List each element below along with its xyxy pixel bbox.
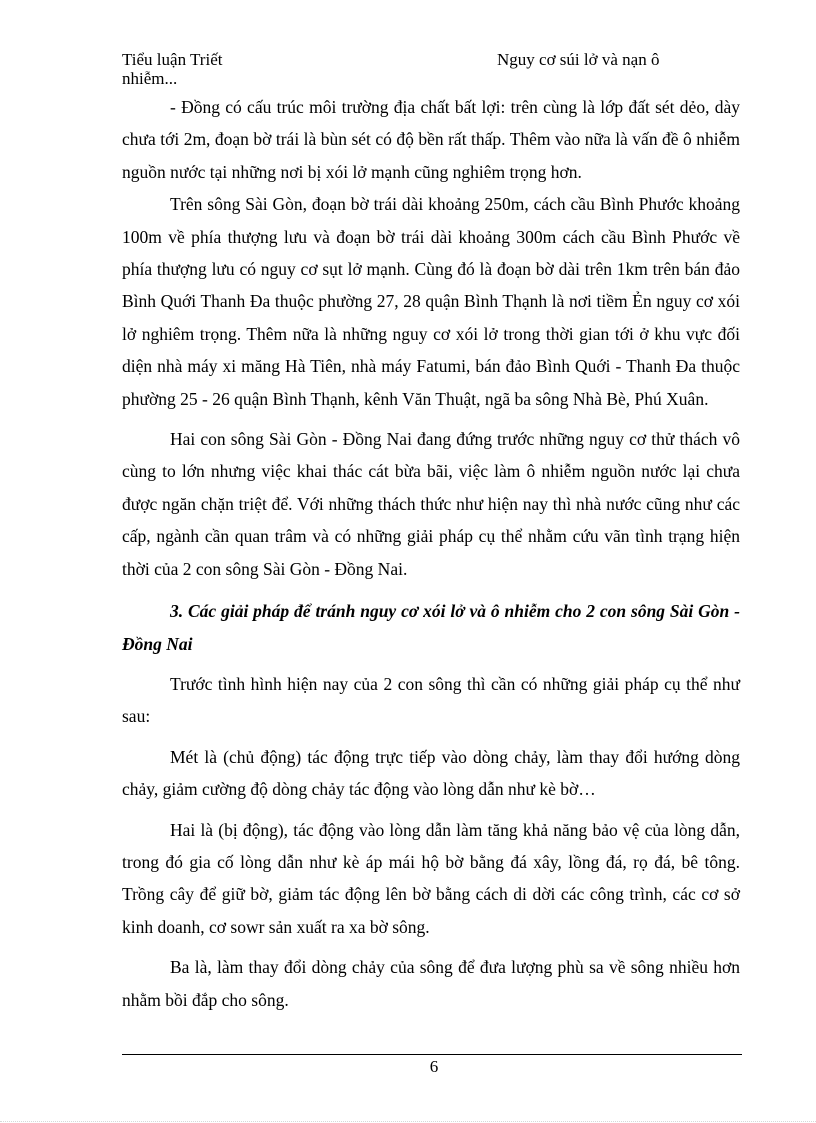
header-right-title: Nguy cơ súi lở và nạn ô: [497, 50, 660, 69]
section-heading: 3. Các giải pháp để tránh nguy cơ xói lở và ô nhiễm cho 2 con sông Sài Gòn - Đồng Nai: [122, 601, 740, 654]
paragraph: Mét là (chủ động) tác động trực tiếp vào dòng chảy, làm thay đổi hướng dòng chảy, giảm cường độ dòng chảy tác động vào lòng dẫn như kè bờ…: [122, 746, 740, 800]
header-title-continuation: nhiễm...: [122, 69, 178, 88]
paragraph: - Đồng có cấu trúc môi trường địa chất bất lợi: trên cùng là lớp đất sét dẻo, dày chưa tới 2m, đoạn bờ trái là bùn sét có độ bền rất thấp. Thêm vào nữa là vấn đề ô nhiễm nguồn nước tại những nơi bị xói lở mạnh cũng nghiêm trọng hơn.: [122, 97, 740, 182]
paragraph: Hai con sông Sài Gòn - Đồng Nai đang đứng trước những nguy cơ thử thách vô cùng to lớn nhưng việc khai thác cát bừa bãi, việc làm ô nhiễm nguồn nước lại chưa được ngăn chặn triệt để. Với những thách thức như hiện nay thì nhà nước cũng như các cấp, ngành cần quan trâm và có những giải pháp cụ thể nhằm cứu vãn tình trạng hiện thời của 2 con sông Sài Gòn - Đồng Nai.: [122, 429, 740, 579]
header-left-title: Tiểu luận Triết: [122, 50, 223, 69]
document-body: [122, 91, 740, 1024]
page-bottom-edge: [0, 1121, 816, 1122]
paragraph: Trước tình hình hiện nay của 2 con sông thì cần có những giải pháp cụ thể như sau:: [122, 673, 740, 727]
paragraph: Ba là, làm thay đổi dòng chảy của sông để đưa lượng phù sa về sông nhiều hơn nhằm bồi đắp cho sông.: [122, 957, 740, 1010]
footer-divider: [122, 1054, 742, 1055]
paragraph: Hai là (bị động), tác động vào lòng dẫn làm tăng khả năng bảo vệ của lòng dẫn, trong đó gia cố lòng dẫn như kè áp mái hộ bờ bằng đá xây, lồng đá, rọ đá, bê tông. Trồng cây để giữ bờ, giảm tác động lên bờ bằng cách di dời các công trình, các cơ sở kinh doanh, cơ sowr sản xuất ra xa bờ sông.: [122, 819, 740, 937]
paragraph: Trên sông Sài Gòn, đoạn bờ trái dài khoảng 250m, cách cầu Bình Phước khoảng 100m về phía thượng lưu và đoạn bờ trái dài khoảng 300m cách cầu Bình Phước về phía thượng lưu có nguy cơ sụt lở mạnh. Cùng đó là đoạn bờ dài trên 1km trên bán đảo Bình Quới Thanh Đa thuộc phường 27, 28 quận Bình Thạnh là nơi tiềm Ẻn nguy cơ xói lở nghiêm trọng. Thêm nữa là những nguy cơ xói lở trong thời gian tới ở khu vực đối diện nhà máy xi măng Hà Tiên, nhà máy Fatumi, bán đảo Bình Quới - Thanh Đa thuộc phường 25 - 26 quận Bình Thạnh, kênh Văn Thuật, ngã ba sông Nhà Bè, Phú Xuân.: [122, 194, 740, 409]
page-number: 6: [429, 1057, 439, 1076]
